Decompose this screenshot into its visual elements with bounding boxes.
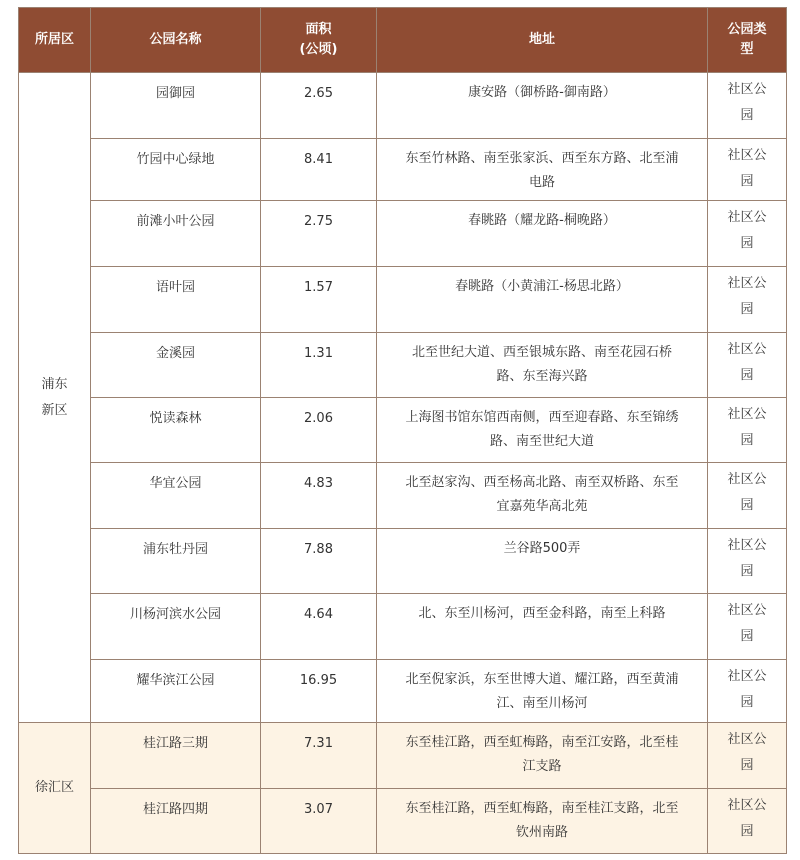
park-name-cell: 桂江路三期 [91, 723, 261, 789]
park-type-cell: 社区公 园 [708, 267, 787, 333]
district-cell: 徐汇区 [19, 723, 91, 854]
table-row [19, 398, 787, 463]
area-cell: 2.06 [261, 398, 377, 463]
park-name-cell: 悦读森林 [91, 398, 261, 463]
area-cell: 16.95 [261, 660, 377, 723]
park-name-cell: 浦东牡丹园 [91, 529, 261, 594]
address-cell: 北、东至川杨河，西至金科路，南至上科路 [377, 594, 708, 660]
park-type-cell: 社区公 园 [708, 398, 787, 463]
park-name-cell: 耀华滨江公园 [91, 660, 261, 723]
park-name-cell: 语叶园 [91, 267, 261, 333]
park-name-cell: 金溪园 [91, 333, 261, 398]
area-cell: 7.88 [261, 529, 377, 594]
table-row [19, 333, 787, 398]
table-row [19, 267, 787, 333]
address-cell: 春眺路（小黄浦江-杨思北路） [377, 267, 708, 333]
address-cell: 北至世纪大道、西至银城东路、南至花园石桥 路、东至海兴路 [377, 333, 708, 398]
park-name-cell: 竹园中心绿地 [91, 139, 261, 201]
park-type-cell: 社区公 园 [708, 201, 787, 267]
area-cell: 4.64 [261, 594, 377, 660]
table-row [19, 201, 787, 267]
park-name-cell: 华宜公园 [91, 463, 261, 529]
table-row [19, 139, 787, 201]
address-cell: 春眺路（耀龙路-桐晚路） [377, 201, 708, 267]
park-type-cell: 社区公 园 [708, 594, 787, 660]
parks-table [18, 7, 787, 854]
table-row [19, 660, 787, 723]
park-type-cell: 社区公 园 [708, 660, 787, 723]
address-cell: 康安路（御桥路-御南路） [377, 73, 708, 139]
table-row [19, 789, 787, 854]
park-type-cell: 社区公 园 [708, 529, 787, 594]
area-cell: 1.31 [261, 333, 377, 398]
address-cell: 东至竹林路、南至张家浜、西至东方路、北至浦 电路 [377, 139, 708, 201]
header-district: 所居区 [19, 8, 91, 73]
park-name-cell: 桂江路四期 [91, 789, 261, 854]
bottom-divider [0, 854, 800, 860]
district-cell: 浦东 新区 [19, 73, 91, 723]
header-area: 面积 (公顷) [261, 8, 377, 73]
table-row [19, 463, 787, 529]
park-type-cell: 社区公 园 [708, 139, 787, 201]
park-type-cell: 社区公 园 [708, 333, 787, 398]
address-cell: 东至桂江路，西至虹梅路，南至江安路，北至桂 江支路 [377, 723, 708, 789]
park-type-cell: 社区公 园 [708, 73, 787, 139]
park-name-cell: 园御园 [91, 73, 261, 139]
park-name-cell: 前滩小叶公园 [91, 201, 261, 267]
area-cell: 8.41 [261, 139, 377, 201]
address-cell: 北至赵家沟、西至杨高北路、南至双桥路、东至 宜嘉苑华高北苑 [377, 463, 708, 529]
address-cell: 上海图书馆东馆西南侧，西至迎春路、东至锦绣 路、南至世纪大道 [377, 398, 708, 463]
area-cell: 3.07 [261, 789, 377, 854]
address-cell: 北至倪家浜，东至世博大道、耀江路，西至黄浦 江、南至川杨河 [377, 660, 708, 723]
header-park-name: 公园名称 [91, 8, 261, 73]
table-row [19, 723, 787, 789]
area-cell: 4.83 [261, 463, 377, 529]
address-cell: 兰谷路500弄 [377, 529, 708, 594]
park-type-cell: 社区公 园 [708, 463, 787, 529]
header-park-type: 公园类 型 [708, 8, 787, 73]
area-cell: 1.57 [261, 267, 377, 333]
area-cell: 7.31 [261, 723, 377, 789]
park-type-cell: 社区公 园 [708, 723, 787, 789]
area-cell: 2.65 [261, 73, 377, 139]
park-type-cell: 社区公 园 [708, 789, 787, 854]
table-row [19, 529, 787, 594]
header-address: 地址 [377, 8, 708, 73]
header-row [19, 8, 787, 73]
park-name-cell: 川杨河滨水公园 [91, 594, 261, 660]
area-cell: 2.75 [261, 201, 377, 267]
address-cell: 东至桂江路，西至虹梅路，南至桂江支路，北至 钦州南路 [377, 789, 708, 854]
table-row [19, 73, 787, 139]
table-row [19, 594, 787, 660]
